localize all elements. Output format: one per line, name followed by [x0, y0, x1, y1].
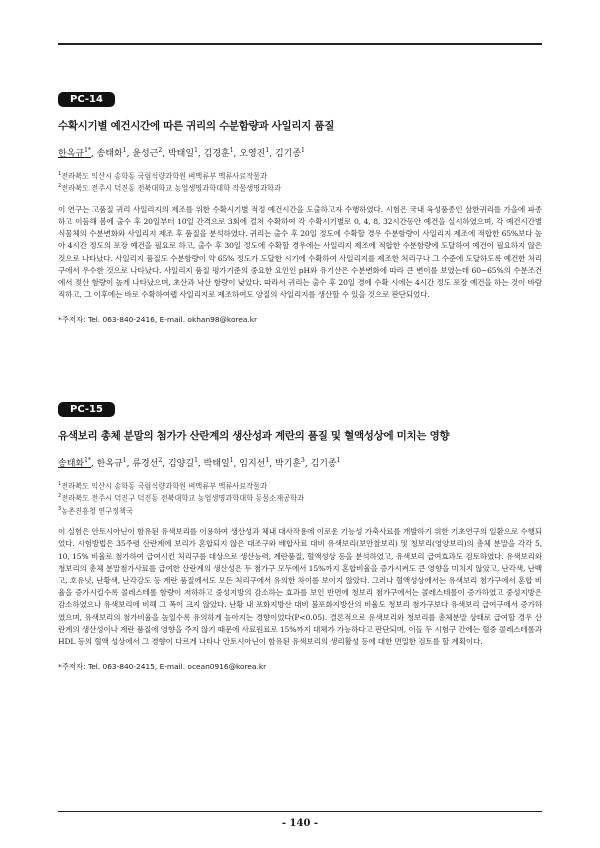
author-name	[275, 149, 305, 159]
author-affiliation-mark: 1	[229, 147, 234, 154]
paper-title: 수확시기별 예건시간에 따른 귀리의 수분함량과 사일리지 품질	[58, 120, 335, 132]
affiliation-text: 전라북도 전주시 덕진구 덕진동 전북대학교 농업생명과학대학 동물소재공학과	[61, 493, 305, 503]
author-name	[132, 459, 162, 469]
author-affiliation-mark: 1	[229, 457, 234, 464]
author-name-text: 오영진	[239, 149, 266, 159]
affiliation-line	[58, 169, 542, 181]
author-affiliation-mark: 1	[194, 147, 198, 154]
affiliation-line	[58, 504, 542, 516]
affiliation-text: 전라북도 전주시 덕진동 전북대학교 농업생명과학대학 작물생명과학과	[61, 183, 281, 193]
affiliation-text: 전라북도 익산시 송학동 국립식량과학원 벼맥류부 맥류사료작물과	[61, 171, 268, 181]
author-name	[168, 459, 198, 469]
author-affiliation-mark: 1	[265, 457, 270, 464]
author-name	[311, 459, 341, 469]
author-name-text: 송태화	[96, 149, 123, 159]
author-name	[204, 459, 234, 469]
affiliation-line	[58, 479, 542, 491]
author-affiliation-mark: 2	[158, 457, 163, 464]
affiliation-text: 전라북도 익산시 송학동 국립식량과학원 벼맥류부 맥류사료작물과	[61, 481, 268, 491]
author-name-text: 김기종	[274, 149, 302, 159]
affiliation-mark: 2	[58, 493, 62, 500]
paper-pc14	[58, 87, 542, 325]
author-name-text: 송태화	[58, 459, 85, 469]
author-name	[132, 149, 162, 159]
author-affiliation-mark: 1	[301, 147, 305, 154]
abstract-text: 이 실험은 안토시아닌이 함유된 유색보리를 이용하여 생산성과 체내 대사작용에 이로운 기능성 가축사료를 개발하기 위한 기초연구의 일환으로 수행되었다. 시험방법은 35주령 산란계에 보리가 혼합되지 않은 대조구와 배합사료 대비 유색보리(보안찰보리) 및 청보리(영양보리)의 총체 분말을 각각 5, 10, 15% 비율로 첨가하여 급여시킨 처리구를 대상으로 생산능력, 계란품질, 혈액성상 등을 분석하였고, 유색보리 급여효과도 검토하였다. 유색보리와 청보리의 총체 분말첨가사료를 급여한 산란계의 생산성은 두 첨가구 모두에서 15%까지 혼합비율을 증가시켜도 큰 영향을 미치지 않았고, 난각색, 난백고, 호유닛, 난황색, 난각강도 등 계란 품질에서도 모든 처리구에서 유의한 차이를 보이지 않았다. 그러나 혈액성상에서는 유색보리 첨가구에서 혼합 비율을 증가시킬수록 콜레스테롤 함량이 저하하고 중성지방의 감소하는 효과를 보인 반면에 청보리 첨가구에서는 콜레스테롤이 증가하였고 중성지방은 감소하였으나 유색보리에 비해 그 폭이 크지 않았다. 난황 내 포화지방산 대비 불포화지방산의 비율도 청보리 첨가구보다 유색보리 급여구에서 증가하였으며, 유색보리의 첨가비율을 높일수록 유의하게 높아지는 경향이었다(P<0.05). 결론적으로 유색보리와 청보리를 총체분말 상태로 급여할 경우 산란계의 생산성이나 계란 품질에 영향을 주지 않기 때문에 사료원료로 15%까지 대체가 가능하다고 판단되며, 이들 두 시험구 간에는 혈중 콜레스테롤과 HDL 등의 혈액 성상에서 그 경향이 다르게 나타나 안토시아닌이 함유된 유색보리의 생리활성 등에 대한 면밀한 검토를 할 계획이다.	[58, 527, 542, 646]
contact-info: *주저자: Tel. 063-840-2415, E-mail. ocean0916@korea.kr	[58, 662, 267, 672]
author-name-text: 김기종	[310, 459, 337, 469]
author-affiliation-mark: 1*	[84, 147, 91, 154]
author-name-text: 김양길	[167, 459, 195, 469]
author-name-text: 김경훈	[203, 149, 230, 159]
paper-code-badge: PC-15	[58, 402, 115, 417]
affiliation-mark: 1	[58, 481, 62, 487]
author-name	[168, 149, 198, 159]
top-rule	[58, 43, 542, 45]
author-name	[275, 459, 305, 469]
author-affiliation-mark: 2	[158, 147, 163, 154]
author-affiliation-mark: 1*	[84, 457, 91, 464]
author-name-text: 한옥규	[96, 459, 123, 469]
author-name	[204, 149, 234, 159]
author-name	[239, 149, 269, 159]
author-name	[97, 149, 127, 159]
bottom-rule	[58, 811, 542, 812]
author-affiliation-mark: 1	[265, 147, 270, 154]
affiliation-line	[58, 491, 542, 503]
contact-info: *주저자: Tel. 063-840-2416, E-mail. okhan98@korea.kr	[58, 315, 258, 325]
author-affiliation-mark: 1	[336, 457, 341, 464]
abstract-text: 이 연구는 고품질 귀리 사일리지의 제조를 위한 수확시기별 적정 예건시간을 도출하고자 수행하였다. 시험은 국내 육성품종인 삼한귀리를 가을에 파종하고 이듬해 봄에 출수 후 20일부터 10일 간격으로 3회에 걸쳐 수확하여 각 수확시기별로 0, 4, 8, 32시간동안 예건을 실시하였으며, 각 예건시간별 식물체의 수분변화와 사일리지 제조 후 품질을 분석하였다. 귀리는 출수 후 20일 정도에 수확할 경우 수분함량이 사일리지 제조에 적합한 65%보다 높아 4시간 정도의 포장 예건을 필요로 하고, 출수 후 30일 정도에 수확할 경우에는 사일리지 제조에 적합한 수분함량에 도달하여 예건이 필요하지 않은 것으로 나타났다. 사일리지 품질도 수분함량이 약 65% 정도가 도달한 시기에 수확하여 사일리지를 제조한 처리구나 그 수준에 도달하도록 예건한 처리구에서 우수한 것으로 나타났다. 사일리지 품질 평가기준의 중요한 요인인 pH와 유기산은 수분변화에 따라 큰 변이를 보였는데 60~65%의 수분조건에서 젖산 함량이 높게 나타났으며, 초산과 낙산 함량이 낮았다. 따라서 귀리는 출수 후 20일 경에 수확 시에는 4시간 정도 포장 예건을 하는 것이 바람직하고, 그 이후에는 바로 수확하여랩 사일리지로 제조하여도 양질의 사일리지를 생산할 수 있을 것으로 판단되었다.	[58, 204, 542, 300]
author-affiliation-mark: 1	[122, 457, 127, 464]
author-name-text: 한옥규	[58, 149, 85, 159]
author-affiliation-mark: 1	[194, 457, 198, 464]
author-name-text: 박태일	[203, 459, 230, 469]
paper-pc15	[58, 397, 542, 672]
author-list: 송태화$^{1*}$, 한옥규$^1$, 류경선$^2$, 김양길$^1$, 박태일$^1$, 임지선$^1$, 박기훈$^3$, 김기종$^1$	[58, 457, 341, 469]
affiliation-mark: 3	[58, 505, 62, 512]
affiliation-list	[58, 169, 542, 194]
author-name-text: 윤성근	[132, 149, 159, 159]
author-name-text: 박태일	[167, 149, 195, 159]
affiliation-text: 농촌진흥청 연구정책국	[61, 506, 133, 516]
author-name	[58, 149, 91, 159]
author-affiliation-mark: 3	[301, 457, 305, 464]
page-number: - 140 -	[281, 818, 319, 829]
author-name-text: 임지선	[239, 459, 266, 469]
affiliation-list	[58, 479, 542, 516]
affiliation-mark: 2	[58, 183, 62, 190]
author-name-text: 박기훈	[274, 459, 302, 469]
paper-code-badge: PC-14	[58, 92, 115, 107]
author-name	[239, 459, 269, 469]
author-name-text: 류경선	[132, 459, 159, 469]
author-name	[97, 459, 127, 469]
affiliation-mark: 1	[58, 171, 62, 177]
affiliation-line	[58, 181, 542, 193]
author-list: 한옥규$^{1*}$, 송태화$^1$, 윤성근$^2$, 박태일$^1$, 김경훈$^1$, 오영진$^1$, 김기종$^1$	[58, 147, 305, 159]
author-name	[58, 459, 91, 469]
author-affiliation-mark: 1	[122, 147, 127, 154]
paper-title: 유색보리 총체 분말의 첨가가 산란계의 생산성과 계란의 품질 및 혈액성상에 미치는 영향	[58, 430, 450, 442]
